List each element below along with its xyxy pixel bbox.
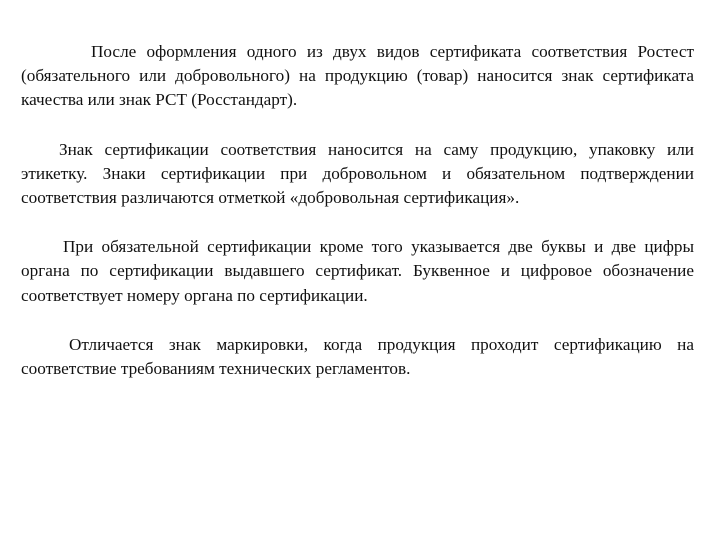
paragraph-2: Знак сертификации соответствия наносится на саму продукцию, упаковку или этикетку. Знаки сертификации при добровольном и обязательном подтверждении соответствия различаются отметкой «добровольная сертификация».	[21, 139, 694, 208]
paragraph-1: После оформления одного из двух видов сертификата соответствия Ростест (обязательного или добровольного) на продукцию (товар) наносится знак сертификата качества или знак РСТ (Росстандарт).	[21, 42, 694, 110]
paragraph-3: При обязательной сертификации кроме того указывается две буквы и две цифры органа по сертификации выдавшего сертификат. Буквенное и цифровое обозначение соответствует номеру органа по сертификации.	[21, 237, 694, 305]
paragraph-4: Отличается знак маркировки, когда продукция проходит сертификацию на соответствие требованиям технических регламентов.	[21, 334, 694, 379]
text-body	[21, 40, 694, 381]
